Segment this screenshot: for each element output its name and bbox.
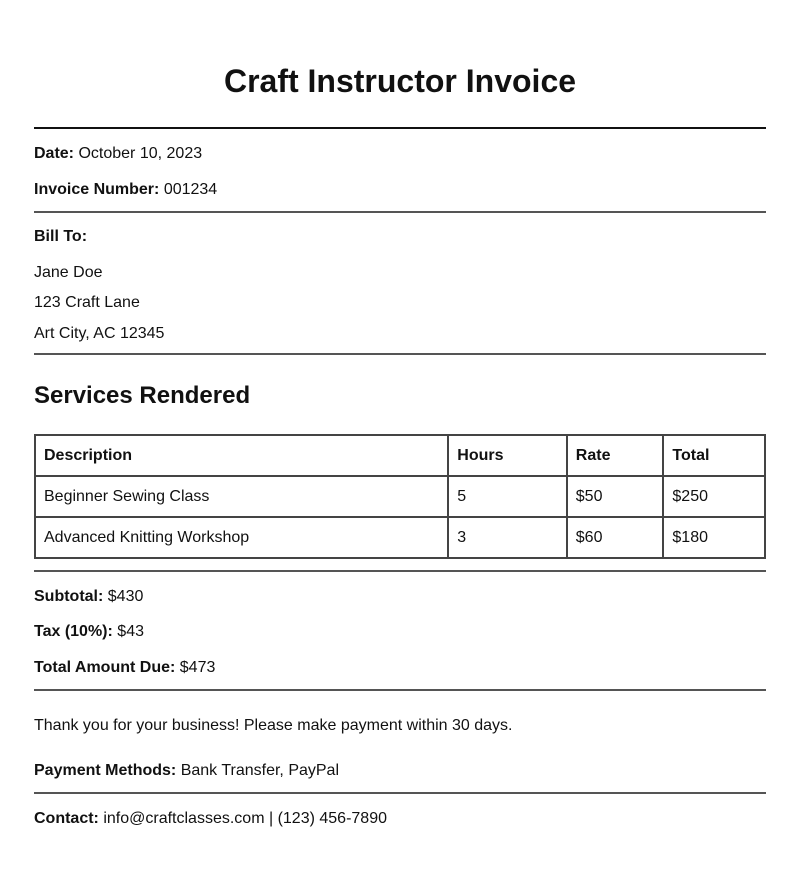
tax-label: Tax (10%): bbox=[34, 623, 113, 640]
footer-divider bbox=[34, 792, 766, 794]
thank-you-note: Thank you for your business! Please make payment within 30 days. bbox=[34, 717, 513, 734]
column-header-hours: Hours bbox=[448, 435, 567, 476]
subtotal bbox=[34, 587, 143, 607]
cell-rate: $50 bbox=[567, 476, 664, 517]
cell-description: Advanced Knitting Workshop bbox=[35, 517, 448, 558]
cell-hours: 3 bbox=[448, 517, 567, 558]
payment-methods bbox=[34, 761, 339, 781]
services-divider bbox=[34, 570, 766, 572]
cell-total: $180 bbox=[663, 517, 765, 558]
tax bbox=[34, 622, 144, 642]
bill-to-label bbox=[34, 227, 87, 247]
totals-divider bbox=[34, 689, 766, 691]
cell-hours: 5 bbox=[448, 476, 567, 517]
payment-methods-value: Bank Transfer, PayPal bbox=[180, 762, 340, 779]
subtotal-label: Subtotal: bbox=[34, 588, 104, 605]
cell-description: Beginner Sewing Class bbox=[35, 476, 448, 517]
payment-methods-label: Payment Methods: bbox=[34, 762, 177, 779]
cell-rate: $60 bbox=[567, 517, 664, 558]
invoice-date bbox=[34, 144, 202, 164]
total-due-value: $473 bbox=[179, 659, 216, 676]
contact bbox=[34, 809, 387, 829]
services-heading: Services Rendered bbox=[34, 382, 251, 409]
table-header-row bbox=[35, 435, 765, 476]
services-table bbox=[34, 434, 766, 559]
date-label: Date: bbox=[34, 145, 75, 162]
column-header-description: Description bbox=[35, 435, 448, 476]
bill-to-divider bbox=[34, 353, 766, 355]
bill-to-label-text: Bill To: bbox=[34, 228, 88, 245]
invoice-number bbox=[34, 180, 217, 200]
invoice-number-value: 001234 bbox=[163, 181, 218, 198]
subtotal-value: $430 bbox=[107, 588, 144, 605]
total-due-label: Total Amount Due: bbox=[34, 659, 176, 676]
bill-to-name: Jane Doe bbox=[34, 264, 103, 281]
tax-value: $43 bbox=[117, 623, 144, 640]
column-header-rate: Rate bbox=[567, 435, 664, 476]
meta-divider bbox=[34, 211, 766, 213]
bill-to-street: 123 Craft Lane bbox=[34, 294, 140, 311]
contact-value: info@craftclasses.com | (123) 456-7890 bbox=[103, 810, 387, 827]
cell-total: $250 bbox=[663, 476, 765, 517]
total-due bbox=[34, 658, 215, 678]
date-value: October 10, 2023 bbox=[78, 145, 203, 162]
column-header-total: Total bbox=[663, 435, 765, 476]
page-title: Craft Instructor Invoice bbox=[223, 63, 577, 99]
table-row bbox=[35, 517, 765, 558]
header-divider bbox=[34, 127, 766, 129]
table-row bbox=[35, 476, 765, 517]
contact-label: Contact: bbox=[34, 810, 99, 827]
invoice-number-label: Invoice Number: bbox=[34, 181, 160, 198]
bill-to-city: Art City, AC 12345 bbox=[34, 325, 165, 342]
